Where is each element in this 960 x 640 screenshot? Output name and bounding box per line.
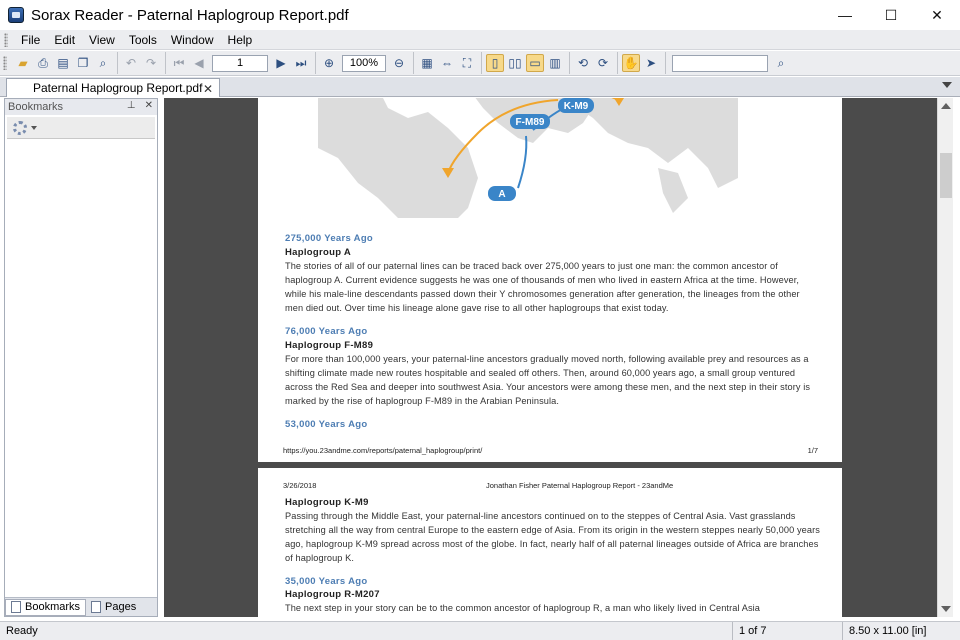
section-years: 76,000 Years Ago xyxy=(285,326,368,337)
hand-tool-icon[interactable]: ✋ xyxy=(623,56,639,70)
zoom-out-icon[interactable]: ⊖ xyxy=(393,56,405,70)
first-page-icon[interactable]: ⏮ xyxy=(173,55,185,70)
gear-icon[interactable] xyxy=(13,121,27,135)
section-paragraph: Passing through the Middle East, your paternal-line ancestors continued on to the steppes of Central Asia. Vast grasslands stretching all the way from central Europe to the eastern edge of Asia. From its origin in the western steppes nearly 50,000 years ago, haplogroup K-M9 spread across most of the globe. In fact, nearly half of all paternal lineages outside of Africa are branches of haplogroup K. xyxy=(285,511,820,563)
section-years: 53,000 Years Ago xyxy=(285,419,368,430)
maximize-button[interactable]: ☐ xyxy=(884,6,898,23)
pin-icon[interactable]: ⊥ xyxy=(126,100,136,111)
rotate-right-icon[interactable]: ⟳ xyxy=(597,56,609,70)
copy-icon[interactable]: ❐ xyxy=(77,56,89,70)
minimize-button[interactable]: — xyxy=(838,7,852,23)
toolbar xyxy=(0,51,960,76)
menu-tools[interactable]: Tools xyxy=(128,32,157,47)
vertical-scrollbar[interactable] xyxy=(937,98,953,617)
section-years: 35,000 Years Ago xyxy=(285,576,368,587)
section-haplogroup: Haplogroup K-M9 xyxy=(285,497,369,508)
page-number-input[interactable]: 1 xyxy=(212,55,268,72)
map-label-a: A xyxy=(498,189,506,200)
previous-page-icon[interactable]: ◀ xyxy=(194,56,204,70)
close-tab-icon[interactable]: ✕ xyxy=(202,82,213,96)
find-icon[interactable]: ⌕ xyxy=(99,55,107,70)
bookmarks-panel-header xyxy=(5,99,157,115)
map-label-f-m89: F-M89 xyxy=(515,117,545,128)
zoom-input[interactable]: 100% xyxy=(342,55,386,72)
menu-bar xyxy=(0,30,960,50)
close-button[interactable]: ✕ xyxy=(931,6,943,23)
bookmarks-panel-title: Bookmarks xyxy=(8,101,64,113)
section-haplogroup: Haplogroup F-M89 xyxy=(285,340,374,351)
status-page-label: 1 of 7 xyxy=(739,625,767,637)
last-page-icon[interactable]: ⏭ xyxy=(295,55,307,70)
section-haplogroup: Haplogroup R-M207 xyxy=(285,589,380,600)
redo-icon[interactable]: ↷ xyxy=(145,56,157,70)
page-footer-url: https://you.23andme.com/reports/paternal_haplogroup/print/ xyxy=(283,446,483,455)
next-page-icon[interactable]: ▶ xyxy=(276,56,286,70)
status-text: Ready xyxy=(6,625,38,637)
select-tool-icon[interactable]: ➤ xyxy=(645,56,657,70)
menu-help[interactable]: Help xyxy=(227,32,253,47)
fit-page-icon[interactable]: ⛶ xyxy=(462,55,472,70)
scroll-down-icon[interactable] xyxy=(941,606,951,612)
zoom-in-icon[interactable]: ⊕ xyxy=(323,56,335,70)
page-header-date: 3/26/2018 xyxy=(283,481,317,490)
pdf-page xyxy=(258,468,842,617)
status-page-size xyxy=(842,622,926,640)
rotate-left-icon[interactable]: ⟲ xyxy=(577,56,589,70)
status-size-label: 8.50 x 11.00 [in] xyxy=(849,625,927,637)
tab-list-dropdown-icon[interactable] xyxy=(942,82,952,88)
single-page-icon[interactable]: ▯ xyxy=(486,54,504,72)
fit-width-icon[interactable]: ⇔ xyxy=(441,56,453,70)
tab-bookmarks[interactable] xyxy=(5,599,86,616)
section-paragraph: For more than 100,000 years, your paternal-line ancestors gradually moved north, following available prey and resources as a shifting climate made new routes hospitable and sealed off others. Then, around 60,000 years ago, a small group ventured across the Red Sea and deeper into southwest Asia. Your ancestors were among these men, and the next step in their story is marked by the rise of haplogroup F-M89 in the Arabian Peninsula. xyxy=(285,354,811,406)
document-tab-label: Paternal Haplogroup Report.pdf xyxy=(33,81,203,95)
page-header-title: Jonathan Fisher Paternal Haplogroup Report - 23andMe xyxy=(486,481,674,490)
menu-edit[interactable]: Edit xyxy=(54,32,76,47)
document-viewport[interactable] xyxy=(164,98,937,617)
status-bar xyxy=(0,621,960,640)
menu-grip[interactable] xyxy=(4,33,8,47)
bookmarks-toolbar xyxy=(7,117,155,139)
panel-tabs xyxy=(5,597,157,616)
continuous-facing-icon[interactable]: ▥ xyxy=(549,56,561,70)
two-page-icon[interactable]: ▯▯ xyxy=(508,56,522,70)
window-title: Sorax Reader - Paternal Haplogroup Report.pdf xyxy=(31,6,349,24)
menu-view[interactable]: View xyxy=(89,32,115,47)
app-icon xyxy=(8,7,24,23)
chevron-down-icon[interactable] xyxy=(31,126,37,130)
section-years: 275,000 Years Ago xyxy=(285,233,374,244)
section-haplogroup: Haplogroup A xyxy=(285,247,352,258)
panel-close-icon[interactable]: ✕ xyxy=(144,100,153,111)
tab-pages[interactable] xyxy=(86,599,141,616)
open-folder-icon[interactable]: ▰ xyxy=(18,56,28,70)
print-icon[interactable]: ⎙ xyxy=(38,55,48,70)
pages-icon xyxy=(91,601,101,613)
bookmarks-panel xyxy=(4,98,158,617)
tab-pages-label: Pages xyxy=(105,601,137,613)
bookmarks-icon xyxy=(11,601,21,613)
status-page-count xyxy=(732,622,842,640)
title-bar xyxy=(0,0,960,30)
migration-map xyxy=(318,98,738,218)
document-tab-strip xyxy=(0,77,960,97)
tab-bookmarks-label: Bookmarks xyxy=(25,601,81,613)
pdf-page xyxy=(258,98,842,462)
scroll-up-icon[interactable] xyxy=(941,103,951,109)
undo-icon[interactable]: ↶ xyxy=(125,56,137,70)
section-paragraph: The next step in your story can be to the common ancestor of haplogroup R, a man who likely lived in Central Asia xyxy=(285,603,760,613)
menu-file[interactable]: File xyxy=(21,32,41,47)
map-label-k-m9: K-M9 xyxy=(563,101,589,112)
scroll-thumb[interactable] xyxy=(940,153,952,198)
continuous-icon[interactable]: ▭ xyxy=(526,54,544,72)
menu-window[interactable]: Window xyxy=(170,32,214,47)
page-footer-number: 1/7 xyxy=(807,446,818,455)
actual-size-icon[interactable]: ▦ xyxy=(421,56,433,70)
properties-icon[interactable]: ▤ xyxy=(57,56,69,70)
toolbar-grip[interactable] xyxy=(3,56,7,70)
search-input[interactable] xyxy=(672,55,768,72)
section-paragraph: The stories of all of our paternal lines can be traced back over 275,000 years to just one man: the common ancestor of haplogroup A. Current evidence suggests he was one of thousands of men who lived in eastern Africa at the time. However, while his male-line descendants passed down their Y chromosomes generation after generation, the lineages from the other men died out. Over time his lineage alone gave rise to all other haplogroups that exist today. xyxy=(285,261,800,313)
document-tab[interactable] xyxy=(6,78,220,97)
search-icon[interactable]: ⌕ xyxy=(777,55,785,70)
